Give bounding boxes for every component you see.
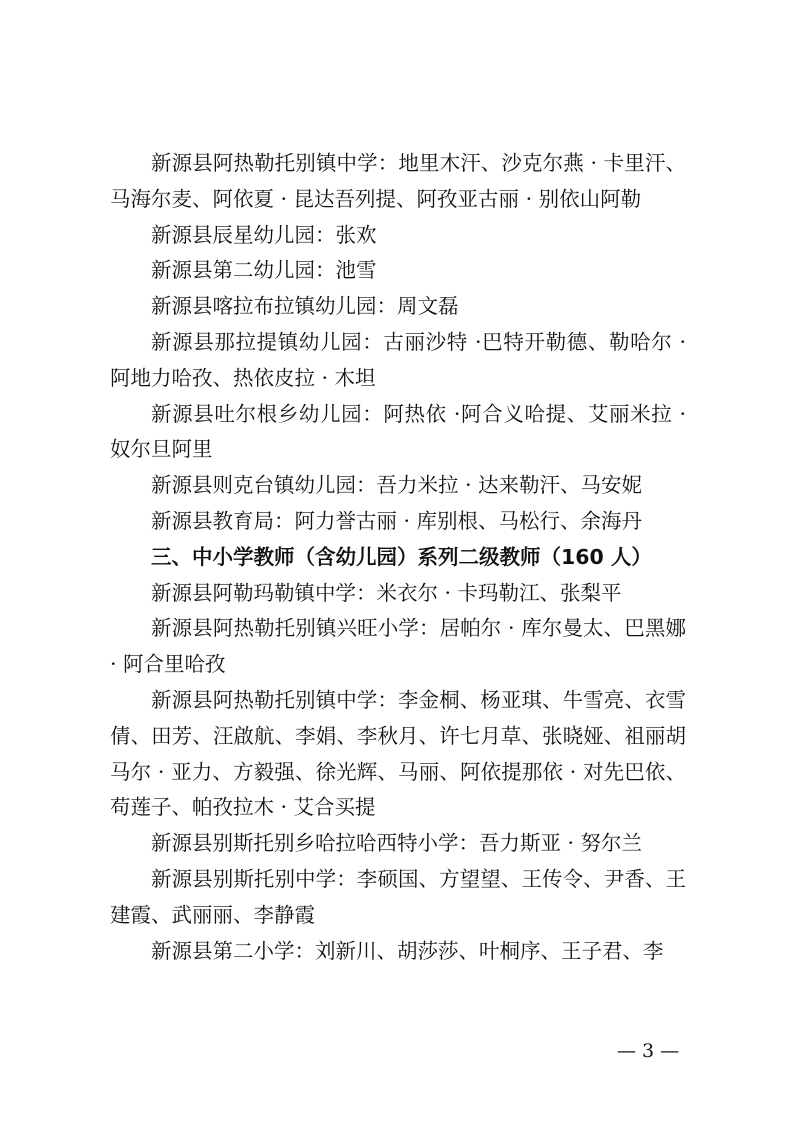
- section-heading: 三、中小学教师（含幼儿园）系列二级教师（160 人）: [151, 544, 652, 569]
- paragraph: 新源县教育局：阿力誉古丽 · 库别根、马松行、余海丹: [151, 508, 643, 533]
- paragraph: 新源县别斯托别中学：李硕国、方望望、王传令、尹香、王建霞、武丽丽、李静霞: [110, 866, 686, 927]
- paragraph: 新源县第二小学：刘新川、胡莎莎、叶桐序、王子君、李: [151, 938, 664, 963]
- paragraph: 新源县阿勒玛勒镇中学：米衣尔 · 卡玛勒江、张梨平: [151, 580, 622, 605]
- paragraph: 新源县吐尔根乡幼儿园：阿热依 ·阿合义哈提、艾丽米拉 ·奴尔旦阿里: [110, 401, 686, 462]
- paragraph: 新源县别斯托别乡哈拉哈西特小学：吾力斯亚 · 努尔兰: [151, 831, 643, 856]
- paragraph: 新源县那拉提镇幼儿园：古丽沙特 ·巴特开勒德、勒哈尔 ·阿地力哈孜、热依皮拉 · 木坦: [110, 329, 686, 390]
- document-body: [110, 146, 686, 969]
- paragraph: 新源县阿热勒托别镇中学：地里木汗、沙克尔燕 · 卡里汗、马海尔麦、阿依夏 · 昆达吾列提、阿孜亚古丽 · 别依山阿勒: [110, 151, 686, 211]
- page-number: — 3 —: [617, 1040, 680, 1062]
- paragraph: 新源县辰星幼儿园：张欢: [151, 222, 377, 247]
- paragraph: 新源县则克台镇幼儿园：吾力米拉 · 达来勒汗、马安妮: [151, 473, 643, 498]
- paragraph: 新源县第二幼儿园：池雪: [151, 258, 377, 283]
- paragraph: 新源县喀拉布拉镇幼儿园：周文磊: [151, 294, 459, 319]
- paragraph: 新源县阿热勒托别镇中学：李金桐、杨亚琪、牛雪亮、衣雪倩、田芳、汪啟航、李娟、李秋月、许七月草、张晓娅、祖丽胡马尔 · 亚力、方毅强、徐光辉、马丽、阿依提那依 · 对先巴依、苟莲子、帕孜拉木 · 艾合买提: [110, 687, 686, 820]
- paragraph: 新源县阿热勒托别镇兴旺小学：居帕尔 · 库尔曼太、巴黑娜 · 阿合里哈孜: [110, 616, 686, 677]
